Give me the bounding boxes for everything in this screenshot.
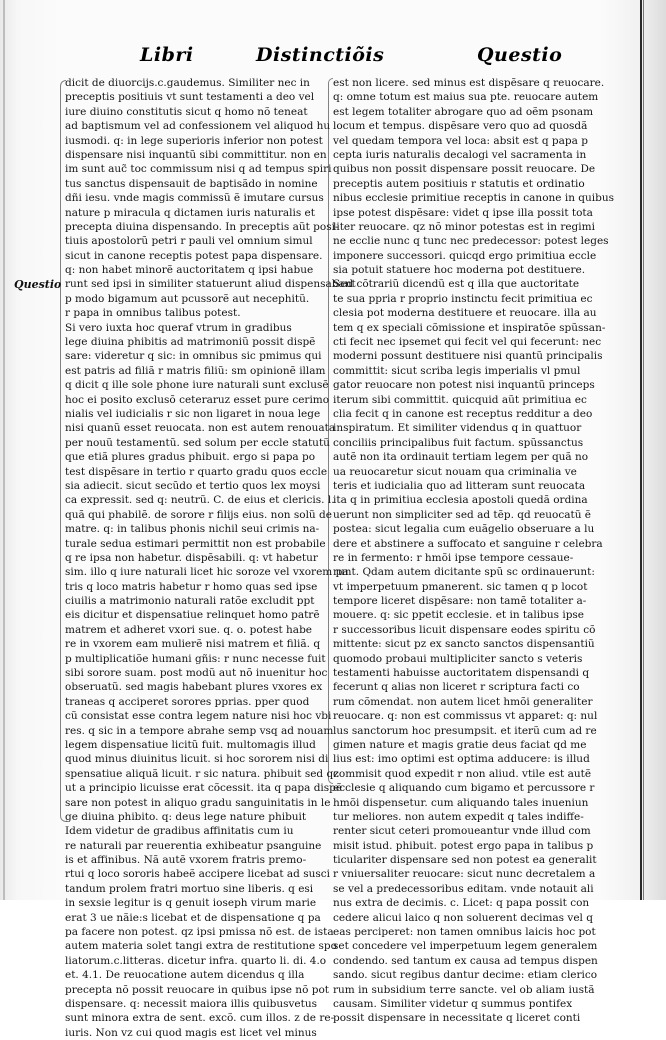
text-line: postea: sicut legalia cum euãgelio obseruare a lu (333, 523, 595, 536)
text-line: testamenti habuisse auctoritatem dispensandi q (333, 667, 590, 680)
text-line: erat 3 ue nãie:s licebat et de dispensatione q pa (65, 911, 321, 924)
page-right-edge-shadow (643, 0, 644, 900)
text-line: possit dispensare in necessitate q liceret conti (333, 1012, 581, 1025)
text-line: causam. Similiter videtur q summus pontifex (333, 998, 573, 1010)
text-line: uerunt non simpliciter sed ad tẽp. qd reuocatũ ẽ (333, 508, 592, 521)
text-line: sibi sorore suam. post modũ aut nõ inuenitur hoc (65, 667, 328, 680)
running-head-right: Questio (477, 44, 563, 66)
text-line: ecclesie q aliquando cum bigamo et percussore r (333, 782, 595, 795)
text-line: est non licere. sed minus est dispẽsare q reuocare. (333, 77, 605, 89)
text-line: spensatiue aliquã licuit. r sic natura. phibuit sed qz (65, 767, 339, 780)
text-line: lius est: imo optimi est optima adducere: is illud (333, 753, 590, 766)
text-line: r successoribus licuit dispensare eodes spiritu cõ (333, 623, 596, 636)
text-line: tur meliores. non autem expedit q tales indiffe- (333, 810, 584, 823)
text-line: inspiratum. Et similiter videndus q in quattuor (333, 422, 582, 435)
text-line: turale sedua estimari permittit non est probabile (65, 537, 326, 550)
text-line: precepta nõ possit reuocare in quibus ipse nõ pot (65, 983, 329, 996)
text-line: ne ecclie nunc q tunc nec predecessor: potest leges (333, 235, 609, 248)
text-line: r vniuersaliter reuocare: sicut nunc decretalem a (333, 868, 596, 881)
text-line: quod minus diuinitus licuit. si hoc sororem nisi di (65, 753, 329, 766)
page-right-edge (640, 0, 642, 900)
text-line: mouere. q: sic ppetit ecclesie. et in talibus ipse (333, 609, 585, 622)
text-line: sia potuit statuere hoc moderna pot destituere. (333, 264, 586, 277)
text-line: nialis vel iudicialis r sic non ligaret in noua lege (65, 407, 321, 420)
text-line: vt imperpetuum pmanerent. sic tamen q p locot (333, 580, 588, 593)
text-line: sunt minora extra de sent. excõ. cum illos. z de re- (65, 1012, 335, 1025)
text-line: et. 4.1. De reuocatione autem dicendus q illa (65, 969, 305, 982)
text-line: ua reuocaretur sicut nouam qua criminalia ve (333, 465, 577, 478)
text-line: que etiã plures gradus phibuit. ergo si papa po (65, 451, 316, 464)
text-line: q: non habet minorẽ auctoritatem q ipsi habue (65, 264, 314, 277)
text-line: cũ consistat esse contra legem nature nisi hoc vbi (65, 710, 332, 723)
text-line: hmõi dispensetur. cum aliquando tales inueniun (333, 796, 589, 809)
text-line: ticulariter dispensare sed non potest ea generalit (333, 854, 597, 867)
text-line: ita q in primitiua ecclesia apostoli quedã ordina (333, 494, 588, 507)
running-head-middle: Distinctiõis (256, 44, 385, 66)
text-line: re naturali par reuerentia exhibeatur psanguine (65, 839, 322, 852)
text-line: cepta iuris naturalis decalogi vel sacramenta in (333, 148, 587, 161)
text-line: dispensare. q: necessit maiora illis quibusvetus (65, 998, 317, 1010)
text-line: conciliis principalibus fuit factum. spũssanctus (333, 436, 584, 449)
text-line: iuris. Non vz cui quod magis est licet vel minus (65, 1026, 317, 1039)
text-line: tempore liceret dispẽsare: non tamẽ totaliter a- (333, 595, 587, 608)
text-line: ca expressit. sed q: neutrũ. C. de eius et clericis. l. (65, 494, 335, 507)
text-line: traneas q acciperet sorores pprias. pper quod (65, 695, 310, 708)
text-line: rtui q loco sororis habeẽ accipere licebat ad susci (65, 868, 330, 881)
text-line: commisit quod expedit r non aliud. vtile est autẽ (333, 767, 592, 780)
text-line: ge diuina phibito. q: deus lege nature phibuit (65, 810, 307, 823)
text-line: reuocare. q: non est commissus vt apparet: q: nul (333, 710, 598, 723)
text-line: tandum prolem fratri mortuo sine liberis. q esi (65, 882, 314, 895)
text-line: q: omne totum est maius sua pte. reuocare autem (333, 91, 599, 104)
text-line: rum in subsidium terre sancte. vel ob aliam iustã (333, 983, 595, 996)
text-line: gimen nature et magis gratie deus faciat qd me (333, 738, 587, 751)
text-line: tem q ex speciali cõmissione et inspiratõe spũssan- (333, 321, 606, 334)
text-line: per nouũ testamentũ. sed solum per eccle statutũ (65, 436, 330, 449)
text-line: im sunt auc̃ toc commissum nisi q ad tempus spiri (65, 163, 332, 176)
text-line: Idem videtur de gradibus affinitatis cum iu (65, 825, 294, 838)
text-line: teris et iudicialia quo ad litteram sunt reuocata (333, 479, 586, 492)
text-line: set concedere vel imperpetuum legem generalem (333, 940, 598, 953)
text-line: nibus ecclesie primitiue receptis in canone in quibus (333, 192, 615, 205)
text-line: quã qui phabilẽ. de sorore r filijs eius. non solũ de (65, 508, 332, 521)
text-line: se vel a predecessoribus editam. vnde notauit ali (333, 882, 594, 895)
text-line: liter reuocare. qz nõ minor potestas est in regimi (333, 220, 595, 233)
text-line: preceptis positiuis vt sunt testamenti a deo vel (65, 91, 315, 104)
text-line: vel quedam tempora vel loca: absit est q papa p (333, 134, 588, 147)
text-line: dere et abstinere a suffocato et sanguine r celebra (333, 537, 603, 550)
text-line: Si vero iuxta hoc queraf vtrum in gradibus (65, 321, 292, 334)
text-line: iusmodi. q: in lege superioris inferior non potest (65, 134, 323, 147)
text-line: clia fecit q in canone est receptus redditur a deo (333, 407, 593, 420)
running-head-left: Libri (140, 44, 194, 66)
text-line: locum et tempus. dispẽsare vero quo ad quosdã (333, 120, 588, 133)
text-line: tus sanctus dispensauit de baptisãdo in nomine (65, 177, 318, 190)
text-line: sim. illo q iure naturali licet hic soroze vel vxorem pa (65, 566, 349, 579)
text-line: est patris ad filiã r matris filiũ: sm opinionẽ illam (65, 364, 326, 377)
text-line: preceptis autem positiuis r statutis et ordinatio (333, 177, 585, 190)
text-line: res. q sic in a tempore abrahe semp vsq ad nouam (65, 724, 334, 737)
text-line: ciuilis a matrimonio naturali ratõe excludit ppt (65, 595, 315, 608)
text-line: renter sicut ceteri promoueantur vnde illud com (333, 825, 591, 838)
text-line: sare non potest in aliquo gradu sanguinitatis in le (65, 796, 331, 809)
text-line: sare: videretur q sic: in omnibus sic pmimus qui (65, 350, 322, 363)
text-line: quomodo probaui multipliciter sancto s veteris (333, 652, 583, 665)
text-line: tiuis apostolorũ petri r pauli vel omnium simul (65, 235, 313, 248)
text-line: clesia pot moderna destituere et reuocare. illa au (333, 307, 597, 320)
text-line: fecerunt q alias non liceret r scriptura facti co (333, 681, 580, 694)
text-line: ad baptismum vel ad confessionem vel aliquod hu (65, 120, 331, 133)
page-left-edge (3, 0, 5, 900)
text-line: tris q loco matris habetur r homo quas sed ipse (65, 580, 318, 593)
text-line: iterum sibi committit. quicquid aũt primitiua ec (333, 393, 587, 406)
text-line: matrem et adheret vxori sue. q. o. potest habe (65, 623, 313, 636)
text-line: lege diuina phibitis ad matrimoniũ possit dispẽ (65, 336, 316, 349)
right-text-column (333, 76, 633, 1026)
text-line: r papa in omnibus talibus potest. (65, 307, 241, 320)
text-line: precepta diuina dispensando. In preceptis aũt posi- (65, 220, 339, 233)
text-line: nus extra de decimis. c. Licet: q papa possit con (333, 897, 590, 910)
text-line: sando. sicut regibus dantur decime: etiam clerico (333, 969, 598, 982)
text-line: ut a principio licuisse erat cõcessit. ita q papa dispẽ (65, 782, 343, 795)
text-line: condendo. sed tantum ex causa ad tempus dispen (333, 954, 598, 967)
text-line: p multiplicatiõe humani gñis: r nunc necesse fuit (65, 652, 326, 665)
text-line: sicut in canone receptis potest papa dispensare. (65, 249, 323, 262)
text-line: q dicit q ille sole phone iure naturali sunt exclusẽ (65, 379, 329, 392)
text-line: dispensare nisi inquantũ sibi committitur. non en (65, 148, 327, 161)
text-line: misit istud. phibuit. potest ergo papa in talibus p (333, 839, 594, 852)
text-line: nature p miracula q dictamen iuris naturalis et (65, 206, 315, 219)
text-line: Sed cõtrariũ dicendũ est q illa que auctoritate (333, 278, 580, 291)
text-line: eas perciperet: non tamen omnibus laicis hoc pot (333, 926, 596, 939)
text-line: hoc ei posito exclusõ ceteraruz esset pure cerimo (65, 393, 330, 406)
text-line: legem dispensatiue licitũ fuit. multomagis illud (65, 738, 316, 751)
text-line: p modo bigamum aut pcussorẽ aut necephitũ. (65, 292, 310, 305)
text-line: nisi quanũ esset reuocata. non est autem renouata (65, 422, 336, 435)
text-line: est legem totaliter abrogare quo ad oẽm psonam (333, 105, 594, 118)
text-line: re in vxorem eam mulierẽ nisi matrem et filiã. q (65, 638, 321, 651)
text-line: moderni possunt destituere nisi quantũ principalis (333, 350, 603, 363)
text-line: sia adiecit. sicut secũdo et tertio quos lex moysi (65, 479, 321, 492)
text-line: runt. Qdam autem dicitante spũ sc ordinauerunt: (333, 566, 595, 579)
text-line: dñi iesu. vnde magis commissũ ẽ imutare cursus (65, 192, 324, 205)
text-line: committit: sicut scriba legis imperialis vl pmul (333, 364, 581, 377)
text-line: runt sed ipsi in similiter statuerunt aliud dispensabant (65, 278, 356, 291)
text-line: rum cõmendat. non autem licet hmõi generaliter (333, 695, 593, 708)
text-line: q re ipsa non habetur. dispẽsabili. q: vt habetur (65, 551, 318, 564)
text-line: gator reuocare non potest nisi inquantũ princeps (333, 379, 595, 392)
text-line: in sexsie legitur is q genuit ioseph virum marie (65, 897, 317, 910)
text-line: cti fecit nec ipsemet qui fecit vel qui fecerunt: nec (333, 336, 602, 349)
text-line: re in fermento: r hmõi ipse tempore cessaue- (333, 551, 574, 564)
text-line: iure diuino constitutis sicut q homo nõ teneat (65, 105, 308, 118)
text-line: autem materia solet tangi extra de restitutione spo (65, 940, 337, 953)
text-line: ipse potest dispẽsare: videt q ipse illa possit tota (333, 206, 593, 219)
text-line: matre. q: in talibus phonis nichil seui crimis na- (65, 523, 320, 536)
text-line: test dispẽsare in tertio r quarto gradu quos eccle (65, 465, 328, 478)
text-line: liatorum.c.litteras. dicetur infra. quarto li. di. 4.o (65, 954, 327, 967)
text-line: dicit de diuorcijs.c.gaudemus. Similiter nec in (65, 77, 310, 89)
text-line: cedere alicui laico q non soluerent decimas vel q (333, 911, 593, 924)
text-line: quibus non possit dispensare possit reuocare. De (333, 163, 596, 176)
text-line: eis dicitur et dispensatiue relinquet homo patrẽ (65, 609, 320, 622)
text-line: autẽ non ita ordinauit tertiam legem per quã no (333, 451, 589, 464)
text-line: is et affinibus. Nã autẽ vxorem fratris premo- (65, 854, 307, 867)
left-text-column (65, 76, 356, 1040)
text-line: mittente: sicut pz ex sancto sanctos dispensantiũ (333, 638, 595, 651)
text-line: lus sanctorum hoc presumpsit. et iterũ cum ad re (333, 724, 597, 737)
text-line: imponere successori. quicqd ergo primitiua eccle (333, 249, 597, 262)
margin-note: Questio (14, 278, 62, 291)
text-line: te sua ppria r proprio instinctu fecit primitiua ec (333, 292, 593, 305)
text-line: obseruatũ. sed magis habebant plures vxores ex (65, 681, 323, 694)
text-line: pa facere non potest. qz ipsi pmissa nõ est. de ista (65, 926, 334, 939)
